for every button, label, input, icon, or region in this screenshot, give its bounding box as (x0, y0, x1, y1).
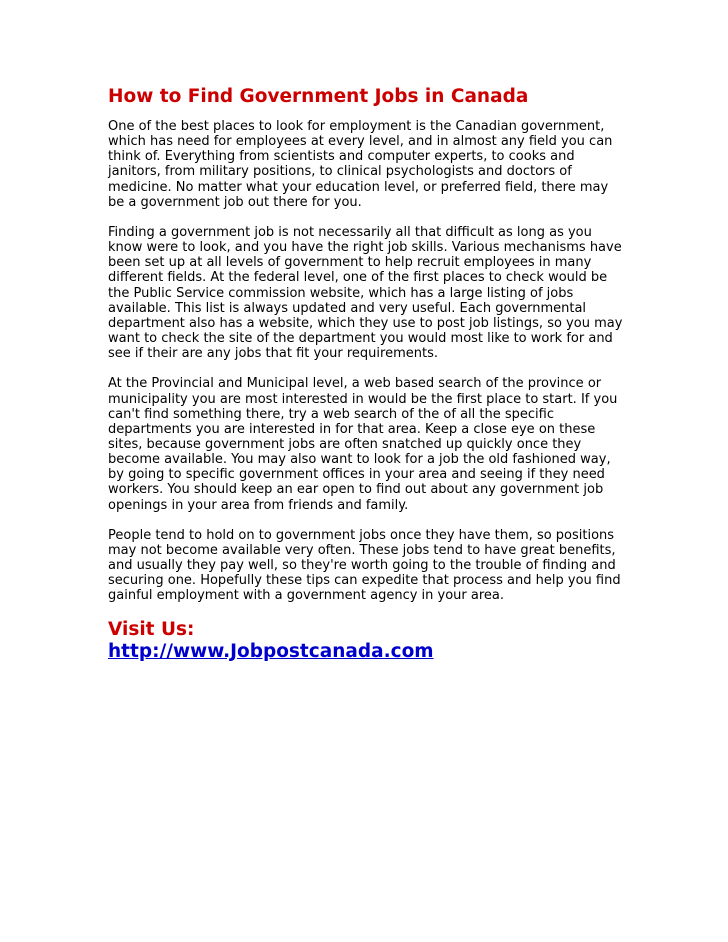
paragraph-conclusion: People tend to hold on to government jobs once they have them, so positions may not become available very often. These jobs tend to have great benefits, and usually they pay well, so they're worth going to the trouble of finding and securing one. Hopefully these tips can expedite that process and help you find gainful employment with a government agency in your area. (108, 527, 621, 604)
paragraph-federal: Finding a government job is not necessarily all that difficult as long as you know were to look, and you have the right job skills. Various mechanisms have been set up at all levels of government to help recruit employees in many different fields. At the federal level, one of the first places to check would be the Public Service commission website, which has a large listing of jobs available. This list is always updated and very useful. Each governmental department also has a website, which they use to post job listings, so you may want to check the site of the department you would most like to work for and see if their are any jobs that fit your requirements. (108, 224, 623, 362)
website-link[interactable]: http://www.Jobpostcanada.com (108, 640, 434, 662)
document-title: How to Find Government Jobs in Canada (108, 86, 529, 107)
paragraph-provincial: At the Provincial and Municipal level, a web based search of the province or municipality you are most interested in would be the first place to start. If you can't find something there, try a web search of the of all the specific departments you are interested in for that area. Keep a close eye on these sites, because government jobs are often snatched up quickly once they become available. You may also want to look for a job the old fashioned way, by going to specific government offices in your area and seeing if they need workers. You should keep an ear open to find out about any government job openings in your area from friends and family. (108, 376, 618, 513)
document-page (108, 86, 628, 663)
paragraph-intro: One of the best places to look for employment is the Canadian government, which has need for employees at every level, and in almost any field you can think of. Everything from scientists and computer experts, to cooks and janitors, from military positions, to clinical psychologists and doctors of medicine. No matter what your education level, or preferred field, there may be a government job out there for you. (108, 119, 613, 210)
visit-us-label: Visit Us: (108, 618, 195, 640)
